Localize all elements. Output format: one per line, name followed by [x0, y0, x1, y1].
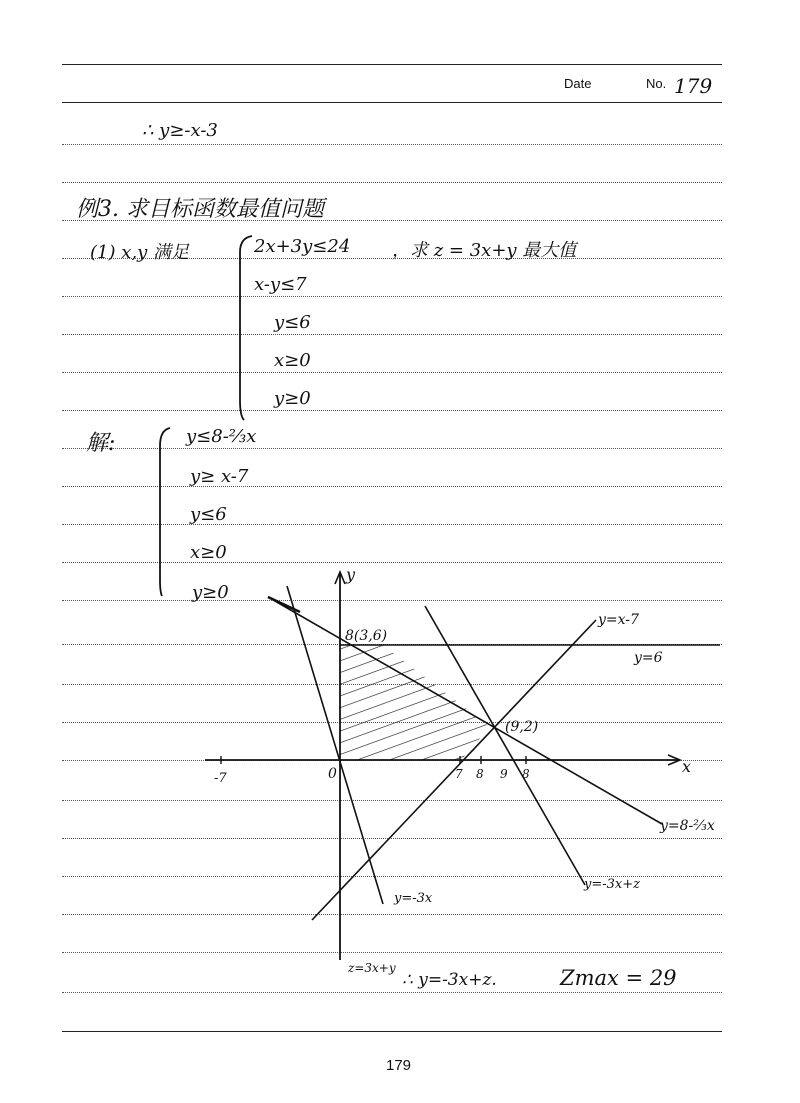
tick-label-7: 7 — [455, 767, 463, 781]
solution-constraint-1: y≤8-⅔x — [186, 426, 257, 447]
answer-max: Zmax = 29 — [560, 966, 677, 990]
constraint-3: y≤6 — [274, 312, 311, 333]
constraint-2: x-y≤7 — [254, 274, 307, 295]
previous-result: ∴ y≥-x-3 — [142, 120, 218, 141]
tick-label-9: 9 — [500, 767, 508, 781]
line-8-minus-2-3x — [268, 597, 662, 824]
feasible-region — [340, 645, 490, 760]
y-axis-label: y — [346, 565, 356, 584]
constraint-4: x≥0 — [274, 350, 311, 371]
label-y-x-minus-7: y=x-7 — [598, 612, 639, 628]
solution-label: 解: — [86, 431, 116, 456]
number-label: No. — [646, 76, 667, 91]
printed-page-number: 179 — [386, 1057, 412, 1074]
problem-suffix: ，求 z = 3x+y 最大值 — [392, 240, 577, 261]
label-z-3x-plus-y: z=3x+y — [348, 961, 396, 975]
label-y-minus-3x: y=-3x — [394, 891, 433, 906]
tick-label-8b: 8 — [522, 767, 530, 781]
conclusion-line: ∴ y=-3x+z. — [402, 970, 497, 990]
solution-constraint-5: y≥0 — [192, 582, 229, 603]
page-number-handwritten: 179 — [674, 74, 713, 98]
constraint-brace — [240, 236, 252, 420]
label-y-6: y=6 — [634, 650, 663, 666]
constraint-5: y≥0 — [274, 388, 311, 409]
problem-prefix: (1) x,y 满足 — [90, 242, 189, 263]
label-y-8-minus: y=8-⅔x — [660, 818, 715, 834]
date-label: Date — [564, 76, 592, 91]
vertex-top-label: 8(3,6) — [345, 628, 388, 644]
constraint-1: 2x+3y≤24 — [254, 236, 351, 257]
tick-label-8: 8 — [476, 767, 484, 781]
label-y-minus-3x-plus-z: y=-3x+z — [584, 877, 640, 892]
vertex-right-label: (9,2) — [505, 719, 539, 735]
solution-constraint-2: y≥ x-7 — [190, 466, 249, 487]
origin-label: 0 — [328, 766, 337, 782]
x-axis-label: x — [682, 757, 692, 776]
line-start-mark — [268, 597, 300, 612]
solution-constraint-3: y≤6 — [190, 504, 227, 525]
example-title: 例3. 求目标函数最值问题 — [76, 197, 324, 222]
solution-brace — [160, 428, 170, 596]
solution-constraint-4: x≥0 — [190, 542, 227, 563]
tick-label-minus-7: -7 — [214, 771, 227, 786]
